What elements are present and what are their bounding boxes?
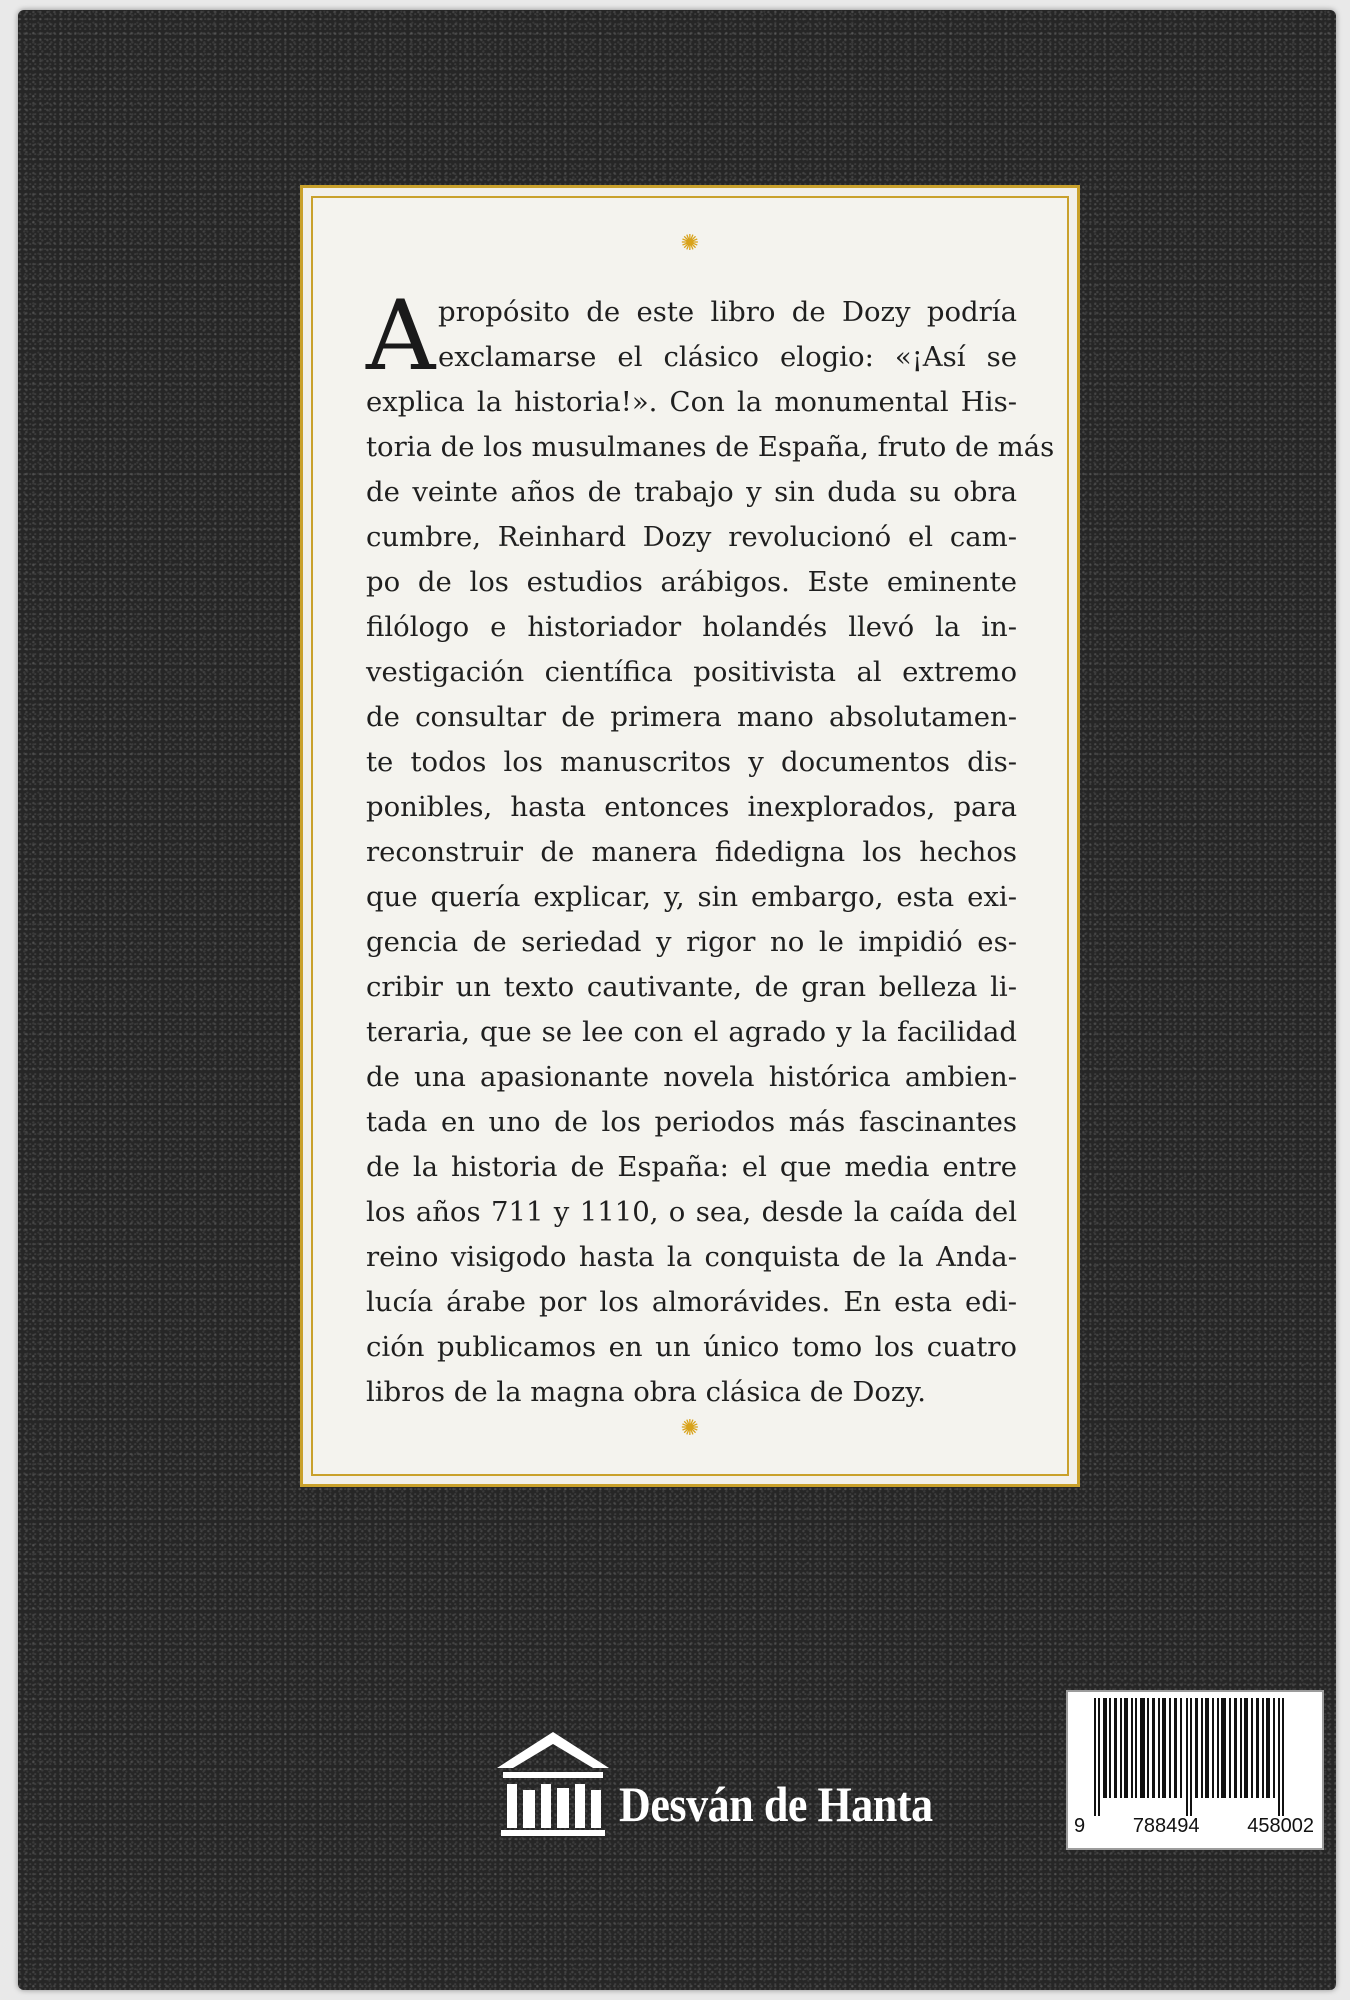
isbn-lead-digit: 9 [1074, 1815, 1086, 1837]
blurb-line: te todos los manuscritos y documentos dis- [366, 746, 1017, 778]
blurb-line: reconstruir de manera fidedigna los hechos [366, 836, 1017, 868]
blurb-line: tada en uno de los periodos más fascinantes [366, 1106, 1017, 1138]
blurb-line: que quería explicar, y, sin embargo, esta exi- [366, 881, 1017, 913]
blurb-line: de consultar de primera mano absolutamen- [366, 701, 1017, 733]
blurb-line: po de los estudios arábigos. Este eminente [366, 566, 1017, 598]
blurb-line: cumbre, Reinhard Dozy revolucionó el cam- [366, 521, 1017, 553]
isbn-group-right: 458002 [1247, 1815, 1314, 1837]
blurb-line: ponibles, hasta entonces inexplorados, para [366, 791, 1017, 823]
blurb-line: los años 711 y 1110, o sea, desde la caída del [366, 1196, 1017, 1228]
blurb-inner-border [311, 196, 1069, 1476]
drop-cap: A [366, 280, 436, 392]
isbn-digits [1074, 1815, 1314, 1838]
blurb-line: vestigación científica positivista al extremo [366, 656, 1017, 688]
blurb-line: de la historia de España: el que media entre [366, 1151, 1017, 1183]
back-cover [18, 10, 1336, 1990]
blurb-line: exclamarse el clásico elogio: «¡Así se [438, 341, 1017, 373]
ornament-bottom-icon: ✺ [680, 1416, 700, 1441]
blurb-line: libros de la magna obra clásica de Dozy. [366, 1376, 927, 1408]
blurb-line: toria de los musulmanes de España, fruto de más [366, 431, 1055, 463]
blurb-line: ción publicamos en un único tomo los cuatro [366, 1331, 1017, 1363]
blurb-line: gencia de seriedad y rigor no le impidió es- [366, 926, 1017, 958]
blurb-panel [300, 185, 1080, 1487]
blurb-line: teraria, que se lee con el agrado y la facilidad [366, 1016, 1017, 1048]
blurb-line: de una apasionante novela histórica ambien- [366, 1061, 1017, 1093]
isbn-barcode [1066, 1690, 1324, 1850]
blurb-line: reino visigodo hasta la conquista de la Anda- [366, 1241, 1017, 1273]
blurb-line: cribir un texto cautivante, de gran belleza li- [366, 971, 1017, 1003]
blurb-line: lucía árabe por los almorávides. En esta edi- [366, 1286, 1017, 1318]
blurb-line: explica la historia!». Con la monumental His- [366, 386, 1017, 418]
blurb-line: de veinte años de trabajo y sin duda su obra [366, 476, 1017, 508]
library-building-icon [493, 1728, 613, 1838]
barcode-bars-icon [1074, 1698, 1318, 1816]
publisher-logo [493, 1728, 975, 1838]
blurb-line: propósito de este libro de Dozy podría [438, 296, 1017, 328]
ornament-top-icon: ✺ [680, 231, 700, 256]
blurb-line: filólogo e historiador holandés llevó la in- [366, 611, 1017, 643]
isbn-group-left: 788494 [1132, 1815, 1200, 1837]
publisher-name: Desván de Hanta [619, 1776, 933, 1832]
blurb-text [366, 280, 1055, 1415]
